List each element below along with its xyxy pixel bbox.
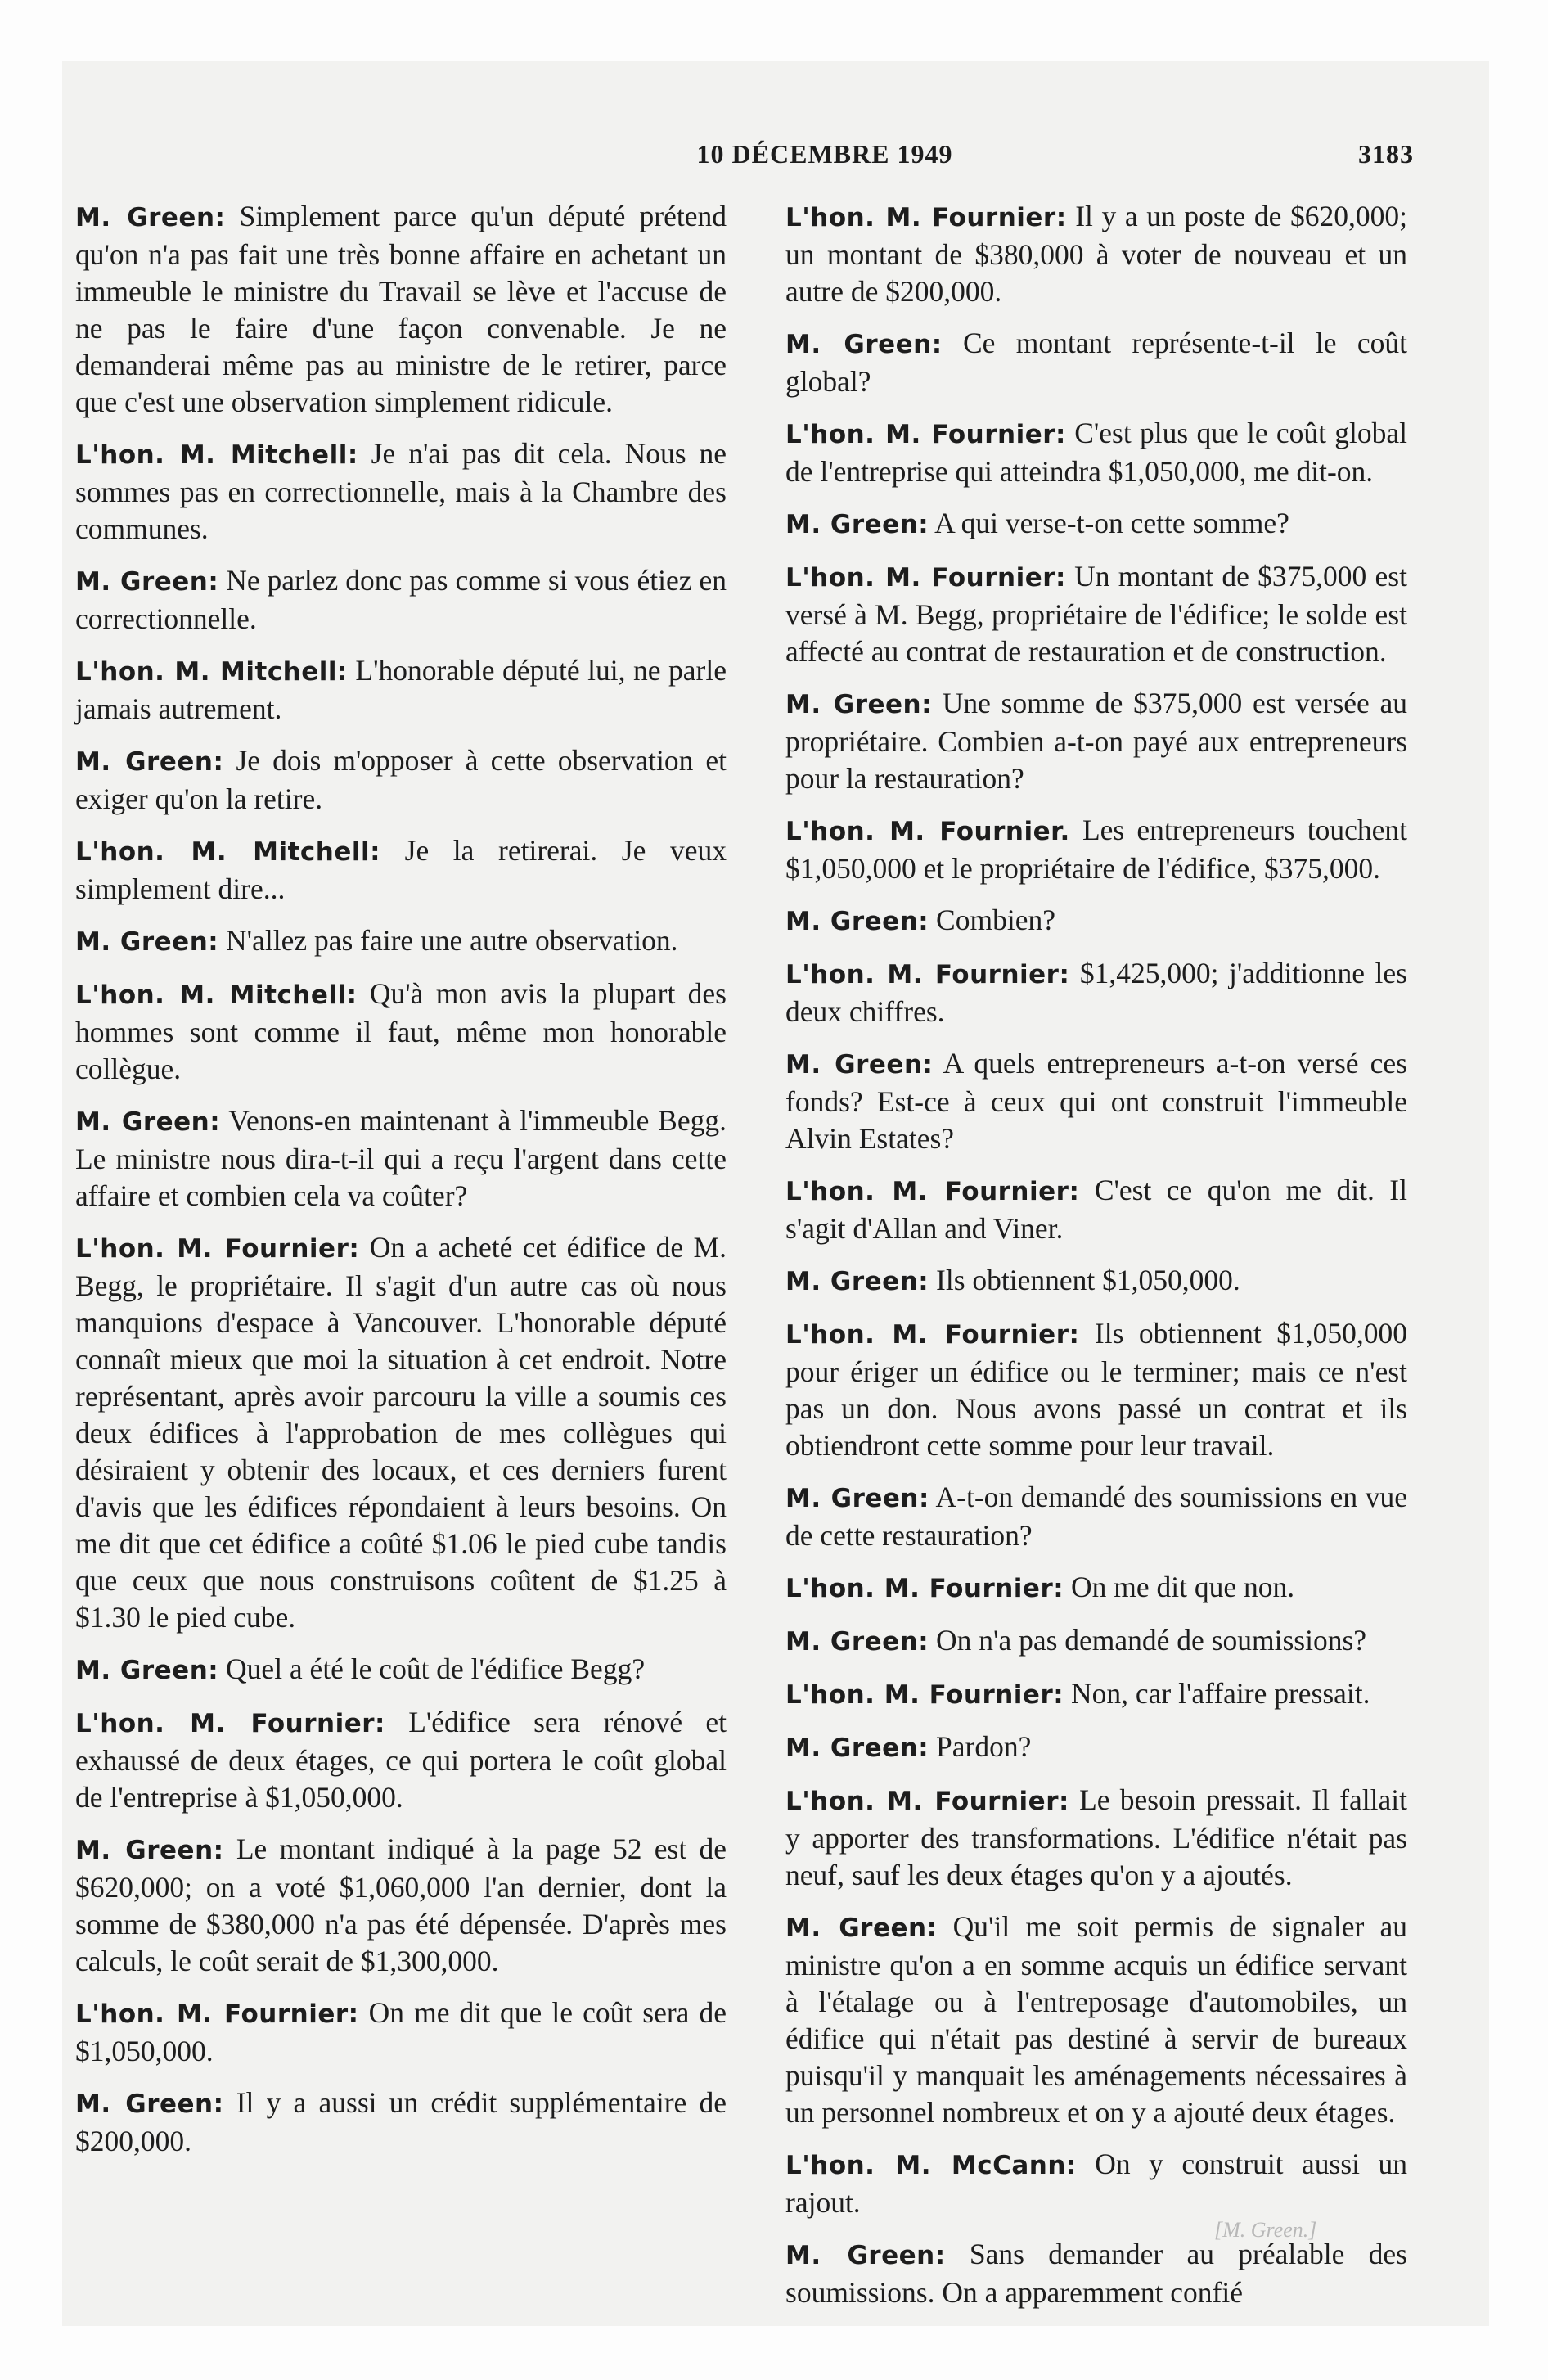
speaker-name: L'hon. M. Mitchell: xyxy=(75,657,348,687)
speaker-name: L'hon. M. Mitchell: xyxy=(75,837,381,867)
speech-text: Un montant de $375,000 est versé à M. Begg, propriétaire de l'édifice; le solde est affecté au contrat de restauration et de construction. xyxy=(785,560,1407,668)
right-column xyxy=(785,198,1407,2326)
speech-text: A quels entrepreneurs a-t-on versé ces fonds? Est-ce à ceux qui ont construit l'immeuble Alvin Estates? xyxy=(785,1047,1407,1155)
speech-text: Je la retirerai. Je veux simplement dire... xyxy=(75,834,727,905)
footer-speaker-hint: [M. Green.] xyxy=(1214,2218,1317,2242)
speech-text: On me dit que non. xyxy=(1064,1571,1295,1603)
speech-paragraph xyxy=(75,1704,727,1816)
speaker-name: L'hon. M. Fournier: xyxy=(785,1177,1080,1206)
speaker-name: L'hon. M. Fournier: xyxy=(785,563,1066,593)
speech-paragraph xyxy=(785,505,1407,543)
speaker-name: M. Green: xyxy=(785,1913,938,1943)
speech-paragraph xyxy=(75,1229,727,1636)
speech-text: Ils obtiennent $1,050,000 pour ériger un édifice ou le terminer; mais ce n'est pas un don. Nous avons passé un contrat et ils obtiendront cette somme pour leur travail. xyxy=(785,1317,1407,1462)
page-number: 3183 xyxy=(1358,139,1414,169)
speech-paragraph xyxy=(785,812,1407,887)
speech-paragraph xyxy=(75,832,727,908)
speech-paragraph xyxy=(785,2146,1407,2221)
speech-paragraph xyxy=(75,1995,727,2070)
speech-paragraph xyxy=(785,198,1407,310)
speaker-name: L'hon. M. Fournier: xyxy=(75,1999,359,2029)
speech-text: Sans demander au préalable des soumissions. On a apparemment confié xyxy=(785,2238,1407,2309)
speech-text: N'allez pas faire une autre observation. xyxy=(218,924,678,957)
speech-text: Les entrepreneurs touchent $1,050,000 et le propriétaire de l'édifice, $375,000. xyxy=(785,814,1407,885)
speech-paragraph xyxy=(785,1782,1407,1894)
speech-text: L'honorable député lui, ne parle jamais autrement. xyxy=(75,654,727,725)
speech-paragraph xyxy=(785,1315,1407,1464)
speech-paragraph xyxy=(75,1102,727,1215)
speaker-name: M. Green: xyxy=(75,927,219,957)
speech-paragraph xyxy=(785,1675,1407,1714)
speech-paragraph xyxy=(785,415,1407,490)
speech-text: A qui verse-t-on cette somme? xyxy=(929,507,1289,539)
speech-text: Quel a été le coût de l'édifice Begg? xyxy=(218,1652,646,1685)
speech-text: Qu'il me soit permis de signaler au ministre qu'on a en somme acquis un édifice servant à l'étalage ou à l'entreposage d'automobiles, un édifice qui n'était pas destiné à servir de bureaux puisqu'il y manquait les aménagements nécessaires à un personnel nombreux et on y a ajouté deux étages. xyxy=(785,1910,1407,2129)
speaker-name: M. Green: xyxy=(785,2241,946,2270)
speaker-name: M. Green: xyxy=(785,1050,934,1080)
speech-paragraph xyxy=(785,955,1407,1030)
speech-paragraph xyxy=(75,2085,727,2160)
speech-paragraph xyxy=(785,902,1407,940)
speaker-name: L'hon. M. Fournier: xyxy=(785,1574,1064,1603)
speaker-name: M. Green: xyxy=(75,1836,224,1865)
speech-paragraph xyxy=(785,1909,1407,2131)
speech-paragraph xyxy=(785,1622,1407,1661)
speech-text: Le montant indiqué à la page 52 est de $620,000; on a voté $1,060,000 l'an dernier, dont la somme de $380,000 n'a pas été dépensée. D'après mes calculs, le coût serait de $1,300,000. xyxy=(75,1832,727,1977)
speaker-name: L'hon. M. Fournier. xyxy=(785,817,1070,846)
speech-text: Pardon? xyxy=(929,1730,1032,1763)
speech-paragraph xyxy=(75,922,727,961)
speech-paragraph xyxy=(785,1479,1407,1554)
speech-text: Venons-en maintenant à l'immeuble Begg. Le ministre nous dira-t-il qui a reçu l'argent dans cette affaire et combien cela va coûter? xyxy=(75,1104,727,1212)
speaker-name: M. Green: xyxy=(75,203,226,232)
speaker-name: M. Green: xyxy=(75,1107,221,1137)
speech-paragraph xyxy=(785,685,1407,797)
speech-text: Combien? xyxy=(929,904,1055,936)
speaker-name: M. Green: xyxy=(75,567,219,597)
speech-text: Une somme de $375,000 est versée au propriétaire. Combien a-t-on payé aux entrepreneurs pour la restauration? xyxy=(785,687,1407,795)
speech-text: Je dois m'opposer à cette observation et exiger qu'on la retire. xyxy=(75,744,727,815)
speech-paragraph xyxy=(75,435,727,548)
speech-text: $1,425,000; j'additionne les deux chiffres. xyxy=(785,957,1407,1028)
speaker-name: M. Green: xyxy=(785,690,933,719)
speech-text: Non, car l'affaire pressait. xyxy=(1064,1677,1370,1710)
speaker-name: L'hon. M. Fournier: xyxy=(785,1320,1080,1350)
speaker-name: M. Green: xyxy=(785,1484,929,1513)
speech-text: Ne parlez donc pas comme si vous étiez en correctionnelle. xyxy=(75,564,727,635)
speech-paragraph xyxy=(75,976,727,1088)
speaker-name: L'hon. M. Fournier: xyxy=(785,420,1066,449)
header-date: 10 DÉCEMBRE 1949 xyxy=(696,139,953,169)
speaker-name: M. Green: xyxy=(785,1733,929,1763)
speech-paragraph xyxy=(785,1729,1407,1767)
speaker-name: M. Green: xyxy=(75,1656,219,1685)
speech-text: On y construit aussi un rajout. xyxy=(785,2148,1407,2219)
speaker-name: M. Green: xyxy=(785,510,929,539)
speech-paragraph xyxy=(75,562,727,638)
speech-paragraph xyxy=(785,2236,1407,2311)
speech-paragraph xyxy=(75,1831,727,1980)
speech-text: Qu'à mon avis la plupart des hommes sont comme il faut, même mon honorable collègue. xyxy=(75,977,727,1085)
speaker-name: L'hon. M. Mitchell: xyxy=(75,440,358,470)
speech-text: Je n'ai pas dit cela. Nous ne sommes pas en correctionnelle, mais à la Chambre des communes. xyxy=(75,437,727,545)
speech-text: C'est ce qu'on me dit. Il s'agit d'Allan and Viner. xyxy=(785,1174,1407,1245)
speech-text: Le besoin pressait. Il fallait y apporter des transformations. L'édifice n'était pas neuf, sauf les deux étages qu'on y a ajoutés. xyxy=(785,1783,1407,1891)
speaker-name: M. Green: xyxy=(785,907,929,936)
speech-paragraph xyxy=(785,558,1407,670)
speaker-name: L'hon. M. McCann: xyxy=(785,2151,1077,2180)
speech-paragraph xyxy=(785,1262,1407,1300)
speech-paragraph xyxy=(75,198,727,421)
speech-paragraph xyxy=(785,1045,1407,1157)
speaker-name: L'hon. M. Mitchell: xyxy=(75,980,358,1010)
speaker-name: M. Green: xyxy=(75,747,224,777)
speaker-name: M. Green: xyxy=(75,2089,224,2119)
speaker-name: L'hon. M. Fournier: xyxy=(75,1234,360,1264)
speaker-name: L'hon. M. Fournier: xyxy=(785,960,1070,989)
speech-paragraph xyxy=(75,652,727,728)
speech-text: On n'a pas demandé de soumissions? xyxy=(929,1624,1367,1657)
speaker-name: L'hon. M. Fournier: xyxy=(785,203,1067,232)
speech-text: L'édifice sera rénové et exhaussé de deux étages, ce qui portera le coût global de l'entreprise à $1,050,000. xyxy=(75,1706,727,1814)
speech-text: Ils obtiennent $1,050,000. xyxy=(929,1264,1240,1296)
speech-text: Il y a aussi un crédit supplémentaire de $200,000. xyxy=(75,2086,727,2157)
speaker-name: M. Green: xyxy=(785,330,943,359)
speaker-name: M. Green: xyxy=(785,1627,929,1657)
speaker-name: M. Green: xyxy=(785,1267,929,1296)
speech-paragraph xyxy=(785,325,1407,400)
speech-paragraph xyxy=(785,1569,1407,1607)
speech-text: C'est plus que le coût global de l'entreprise qui atteindra $1,050,000, me dit-on. xyxy=(785,417,1407,488)
speech-text: Simplement parce qu'un député prétend qu'on n'a pas fait une très bonne affaire en achetant un immeuble le ministre du Travail se lève et l'accuse de ne pas le faire d'une façon convenable. Je ne demanderai même pas au ministre de le retirer, parce que c'est une observation simplement ridicule. xyxy=(75,200,727,418)
running-header xyxy=(62,79,1489,169)
speech-paragraph xyxy=(75,1651,727,1689)
speech-text: On me dit que le coût sera de $1,050,000. xyxy=(75,1996,727,2067)
speech-text: Il y a un poste de $620,000; un montant de $380,000 à voter de nouveau et un autre de $200,000. xyxy=(785,200,1407,308)
left-column xyxy=(75,198,727,2175)
speech-paragraph xyxy=(75,742,727,818)
speaker-name: L'hon. M. Fournier: xyxy=(785,1680,1064,1710)
speech-text: On a acheté cet édifice de M. Begg, le propriétaire. Il s'agit d'un autre cas où nous manquions d'espace à Vancouver. L'honorable député connaît mieux que moi la situation à cet endroit. Notre représentant, après avoir parcouru la ville a soumis ces deux édifices à l'approbation de mes collègues qui désiraient y obtenir des locaux, et ces derniers furent d'avis que les édifices répondaient à leurs besoins. On me dit que cet édifice a coûté $1.06 le pied cube tandis que ceux que nous construisons coûtent de $1.25 à $1.30 le pied cube. xyxy=(75,1231,727,1634)
speaker-name: L'hon. M. Fournier: xyxy=(75,1709,385,1738)
speech-text: Ce montant représente-t-il le coût global? xyxy=(785,327,1407,398)
speaker-name: L'hon. M. Fournier: xyxy=(785,1787,1069,1816)
speech-paragraph xyxy=(785,1172,1407,1247)
speech-text: A-t-on demandé des soumissions en vue de cette restauration? xyxy=(785,1481,1407,1552)
